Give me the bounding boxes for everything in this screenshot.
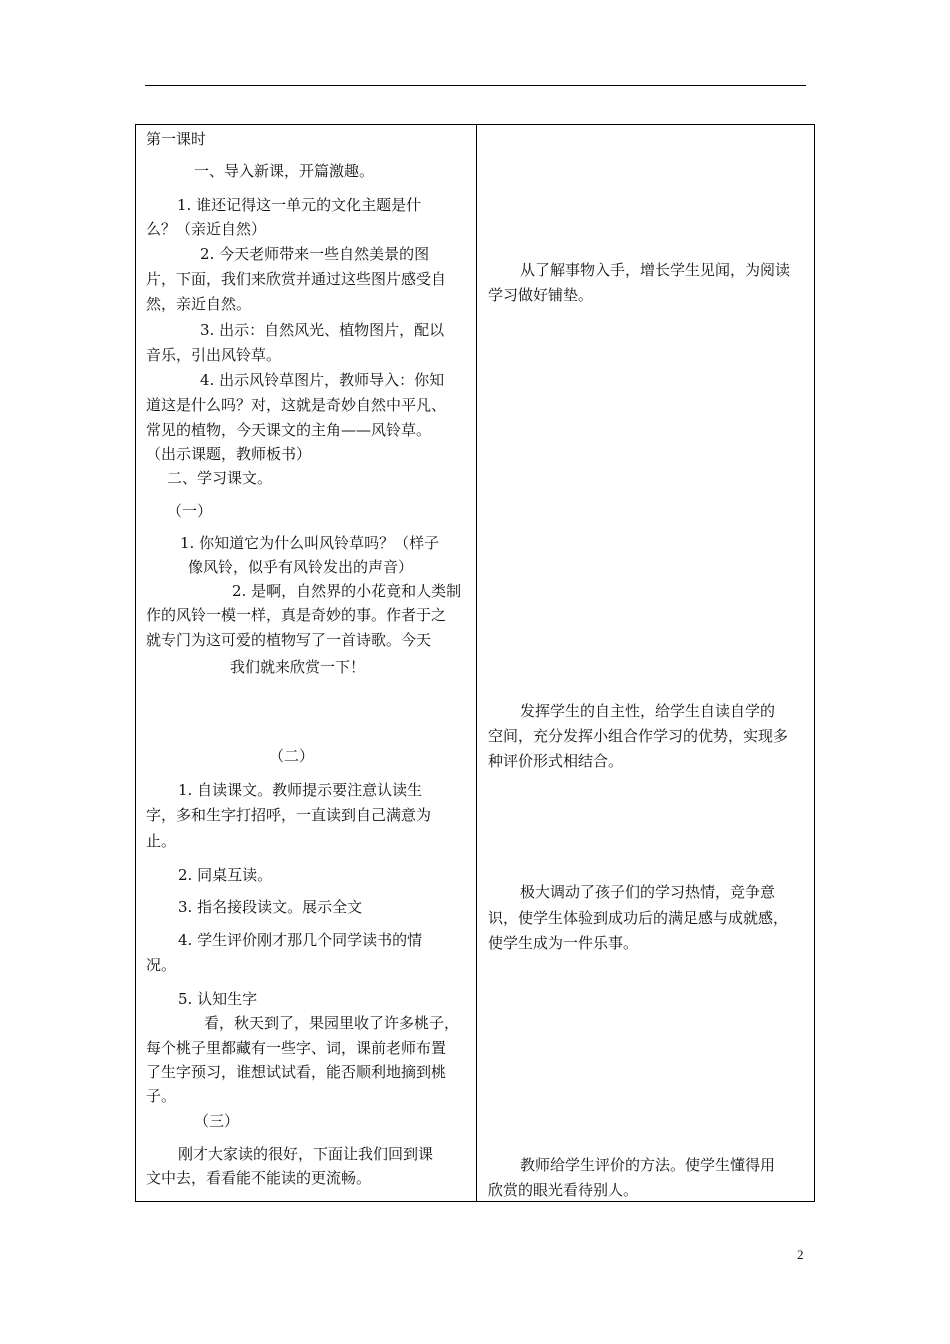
text-line: 文中去，看看能不能读的更流畅。 <box>146 1169 372 1187</box>
comment-line: 空间，充分发挥小组合作学习的优势，实现多 <box>488 727 789 745</box>
comment-line: 种评价形式相结合。 <box>488 752 624 770</box>
text-line: 3. 出示：自然风光、植物图片，配以 <box>200 321 445 339</box>
text-line: 像风铃，似乎有风铃发出的声音） <box>188 558 414 576</box>
text-line: 作的风铃一模一样，真是奇妙的事。作者于之 <box>146 606 447 624</box>
header-rule <box>145 85 806 86</box>
text-line: （出示课题，教师板书） <box>146 445 312 463</box>
comment-line: 使学生成为一件乐事。 <box>488 934 639 952</box>
text-line: 2. 是啊，自然界的小花竟和人类制 <box>232 582 462 600</box>
text-line: 就专门为这可爱的植物写了一首诗歌。今天 <box>146 631 432 649</box>
comment-line: 从了解事物入手，增长学生见闻，为阅读 <box>520 261 791 279</box>
column-divider <box>476 125 477 1201</box>
lesson-heading: 第一课时 <box>146 130 207 148</box>
text-line: 2. 今天老师带来一些自然美景的图 <box>200 245 430 263</box>
text-line: 常见的植物，今天课文的主角——风铃草。 <box>146 421 432 439</box>
text-line: 每个桃子里都藏有一些字、词，课前老师布置 <box>146 1039 447 1057</box>
text-line: 片，下面，我们来欣赏并通过这些图片感受自 <box>146 270 447 288</box>
comment-line: 极大调动了孩子们的学习热情，竞争意 <box>520 883 776 901</box>
lesson-table <box>135 124 815 1202</box>
section-heading: 一、导入新课，开篇激趣。 <box>194 162 375 180</box>
comment-line: 发挥学生的自主性，给学生自读自学的 <box>520 702 776 720</box>
text-line: 看，秋天到了，果园里收了许多桃子， <box>204 1014 460 1032</box>
subsection-heading: （一） <box>167 502 213 520</box>
comment-line: 识，使学生体验到成功后的满足感与成就感， <box>488 909 789 927</box>
comment-line: 学习做好铺垫。 <box>488 286 594 304</box>
section-heading: 二、学习课文。 <box>167 469 273 487</box>
text-line: 况。 <box>146 956 177 974</box>
text-line: 子。 <box>146 1087 177 1105</box>
text-line: 3. 指名接段读文。展示全文 <box>178 898 363 916</box>
subsection-heading: （二） <box>269 747 315 765</box>
text-line: 5. 认知生字 <box>178 990 258 1008</box>
text-line: 4. 出示风铃草图片，教师导入：你知 <box>200 371 445 389</box>
text-line: 了生字预习，谁想试试看，能否顺利地摘到桃 <box>146 1063 447 1081</box>
subsection-heading: （三） <box>194 1112 240 1130</box>
page-number: 2 <box>797 1247 804 1262</box>
comment-line: 教师给学生评价的方法。使学生懂得用 <box>520 1156 776 1174</box>
text-line: 4. 学生评价刚才那几个同学读书的情 <box>178 931 423 949</box>
text-line: 1. 你知道它为什么叫风铃草吗？（样子 <box>180 534 440 552</box>
comment-line: 欣赏的眼光看待别人。 <box>488 1181 639 1199</box>
text-line: 1. 自读课文。教师提示要注意认读生 <box>178 781 423 799</box>
text-line: 止。 <box>146 832 177 850</box>
text-line: 然，亲近自然。 <box>146 295 252 313</box>
text-line: 刚才大家读的很好，下面让我们回到课 <box>178 1145 434 1163</box>
text-line: 字，多和生字打招呼，一直读到自己满意为 <box>146 806 432 824</box>
text-line: 1. 谁还记得这一单元的文化主题是什 <box>177 196 422 214</box>
text-line: 么？（亲近自然） <box>146 220 267 238</box>
text-line: 音乐，引出风铃草。 <box>146 346 282 364</box>
text-line: 我们就来欣赏一下！ <box>230 658 366 676</box>
text-line: 2. 同桌互读。 <box>178 866 273 884</box>
text-line: 道这是什么吗？对，这就是奇妙自然中平凡、 <box>146 396 447 414</box>
